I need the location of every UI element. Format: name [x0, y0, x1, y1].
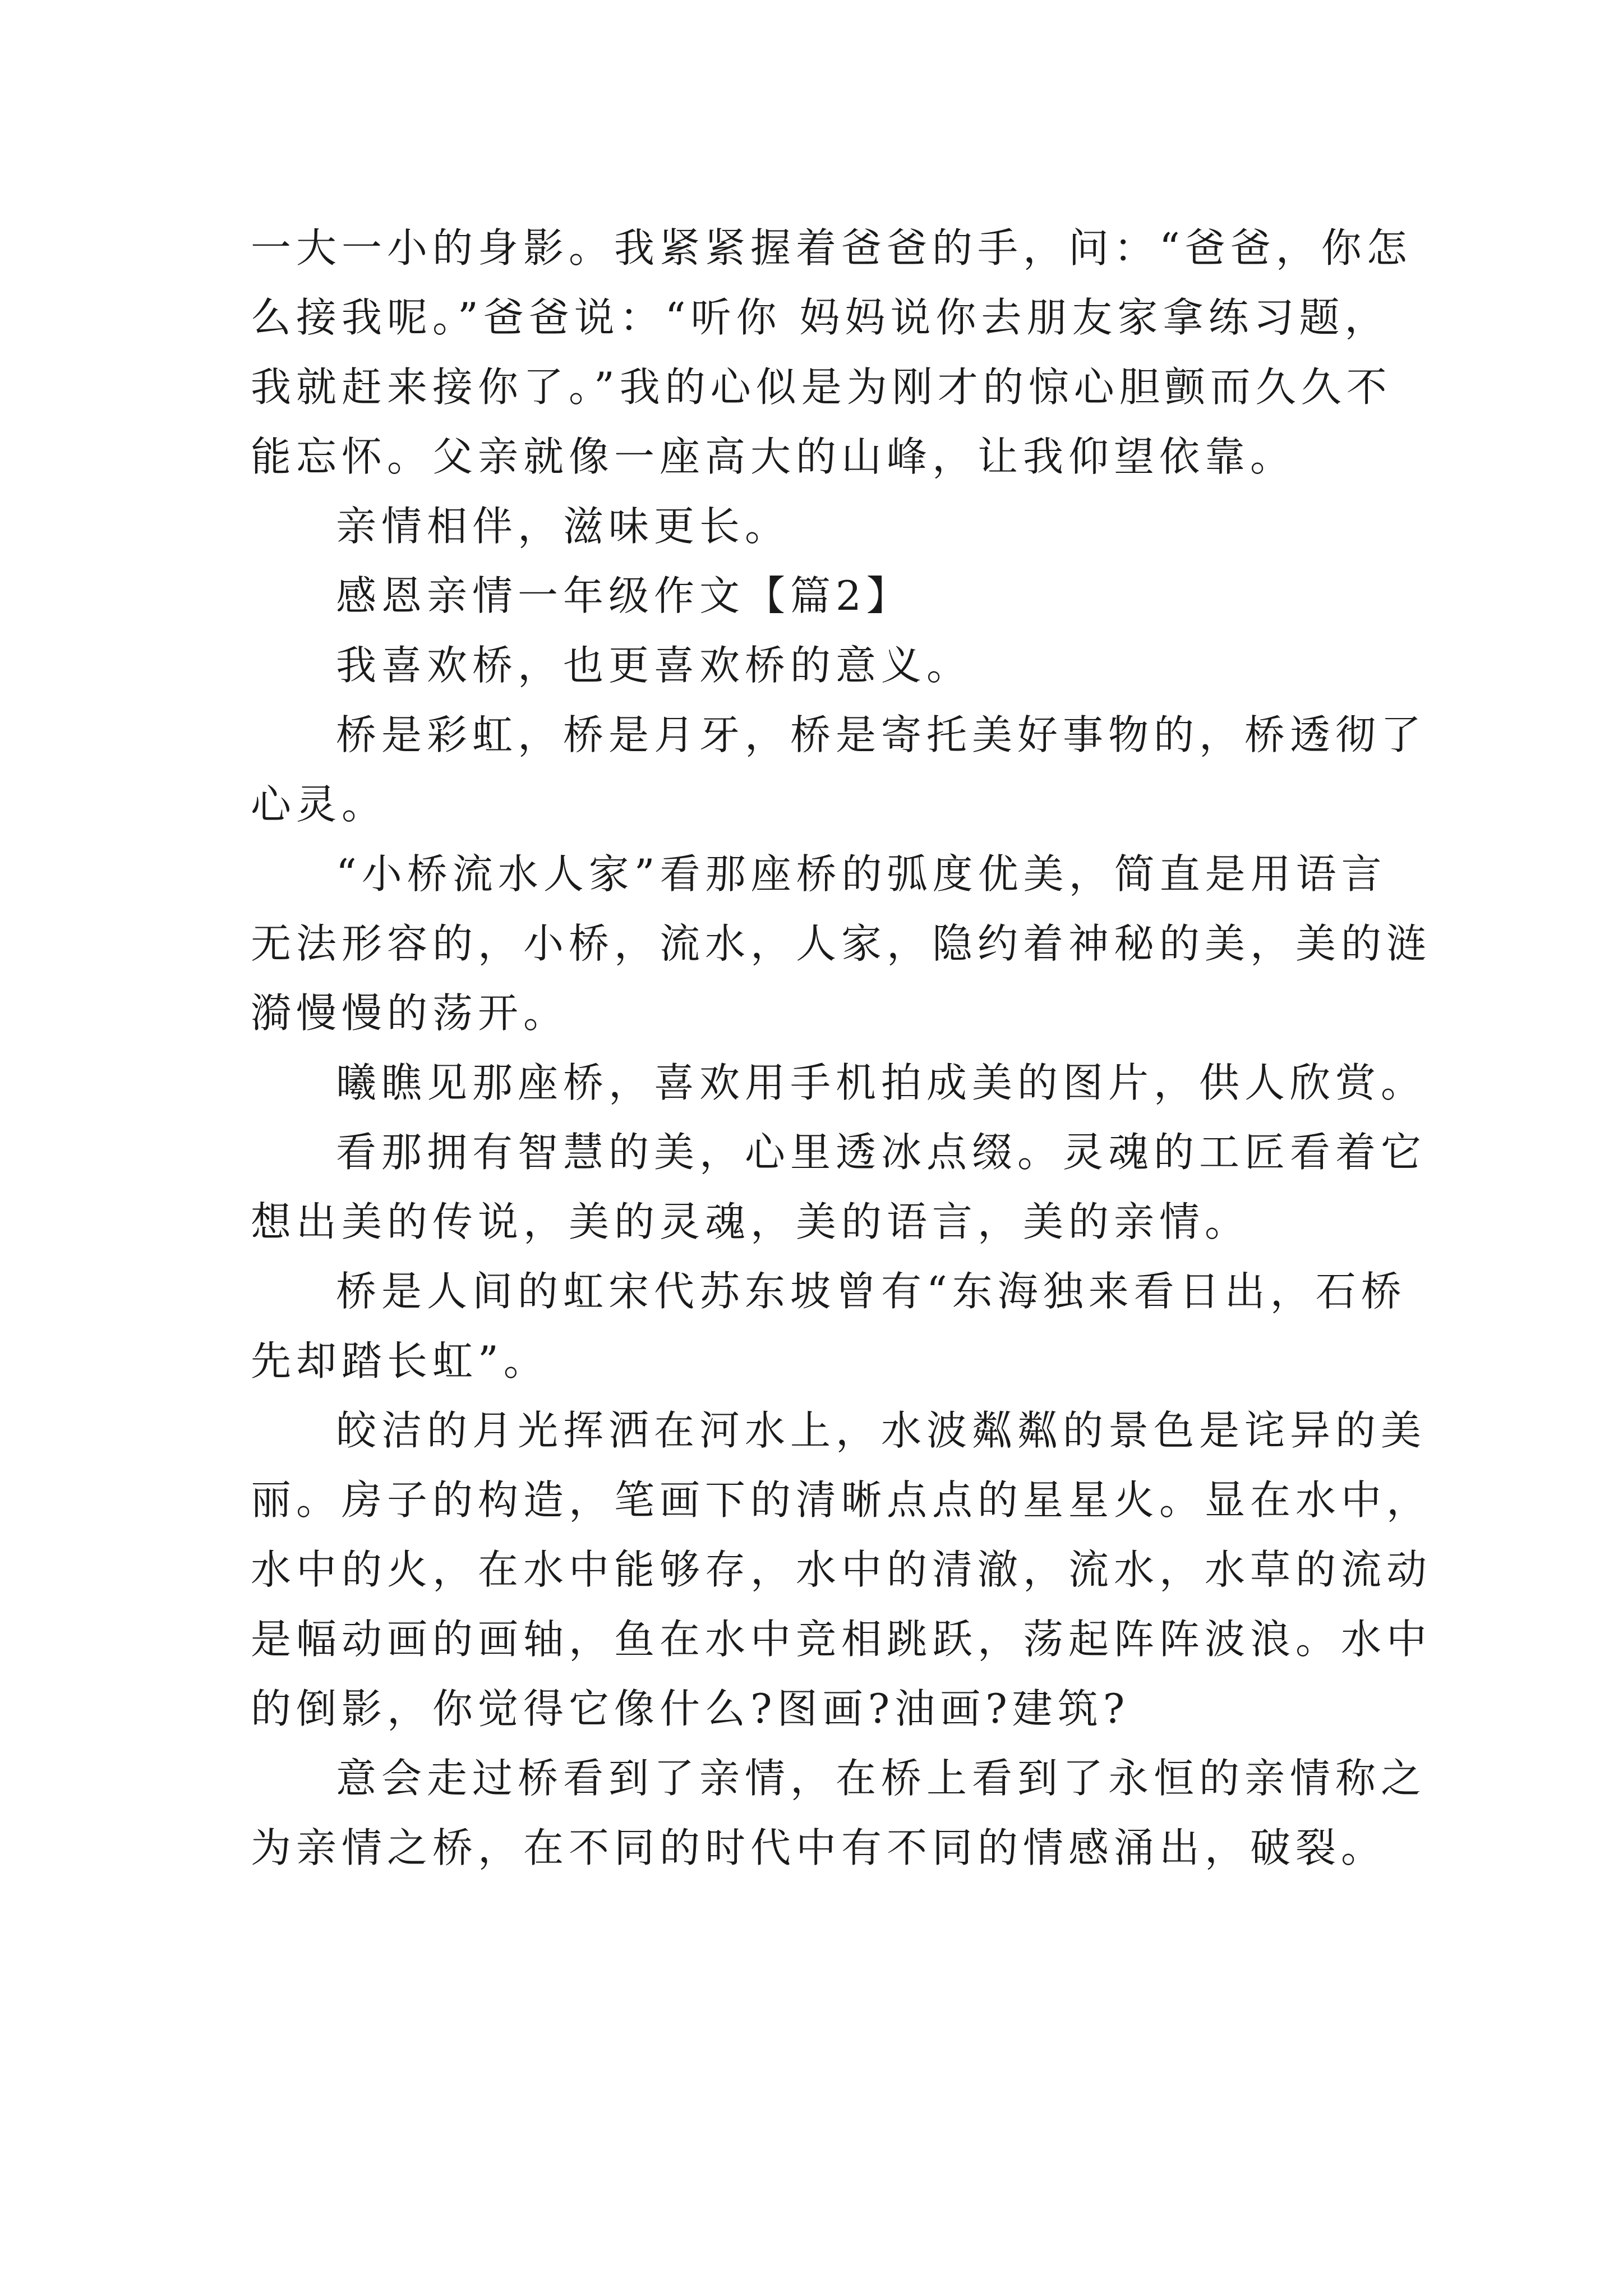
paragraph-first-line: 皎洁的月光挥洒在河水上，水波粼粼的景色是诧异的美	[336, 1407, 1427, 1454]
paragraph-first-line: 看那拥有智慧的美，心里透冰点缀。灵魂的工匠看着它	[336, 1129, 1427, 1176]
paragraph-first-line: 亲情相伴，滋味更长。	[336, 503, 791, 550]
text-line: 丽。房子的构造，笔画下的清晰点点的星星火。显在水中，	[251, 1476, 1432, 1524]
text-line: 么接我呢。”爸爸说：“听你 妈妈说你去朋友家拿练习题，	[251, 294, 1390, 341]
text-line: 是幅动画的画轴，鱼在水中竞相跳跃，荡起阵阵波浪。水中	[251, 1616, 1432, 1663]
text-line: 我就赶来接你了。”我的心似是为刚才的惊心胆颤而久久不	[251, 364, 1392, 411]
text-line: 漪慢慢的荡开。	[251, 990, 569, 1037]
paragraph-first-line: 感恩亲情一年级作文【篇2】	[336, 572, 912, 619]
text-line: 为亲情之桥，在不同的时代中有不同的情感涌出，破裂。	[251, 1824, 1387, 1871]
paragraph-first-line: 我喜欢桥，也更喜欢桥的意义。	[336, 642, 972, 689]
text-line: 无法形容的，小桥，流水，人家，隐约着神秘的美，美的涟	[251, 920, 1432, 967]
paragraph-first-line: 桥是彩虹，桥是月牙，桥是寄托美好事物的，桥透彻了	[336, 711, 1427, 758]
paragraph-first-line: 意会走过桥看到了亲情，在桥上看到了永恒的亲情称之	[336, 1755, 1427, 1802]
text-line: 的倒影，你觉得它像什么?图画?油画?建筑?	[251, 1685, 1130, 1732]
text-line: 能忘怀。父亲就像一座高大的山峰，让我仰望依靠。	[251, 433, 1296, 480]
text-line: 先却踏长虹”。	[251, 1337, 549, 1384]
paragraph-first-line: “小桥流水人家”看那座桥的弧度优美，简直是用语言	[336, 850, 1387, 898]
paragraph-first-line: 曦瞧见那座桥，喜欢用手机拍成美的图片，供人欣赏。	[336, 1059, 1427, 1106]
text-line: 一大一小的身影。我紧紧握着爸爸的手，问：“爸爸，你怎	[251, 224, 1412, 272]
paragraph-first-line: 桥是人间的虹宋代苏东坡曾有“东海独来看日出，石桥	[336, 1268, 1407, 1315]
text-line: 心灵。	[251, 781, 388, 828]
text-line: 想出美的传说，美的灵魂，美的语言，美的亲情。	[251, 1198, 1251, 1245]
text-line: 水中的火，在水中能够存，水中的清澈，流水，水草的流动	[251, 1546, 1432, 1593]
document-body	[251, 213, 1432, 1883]
